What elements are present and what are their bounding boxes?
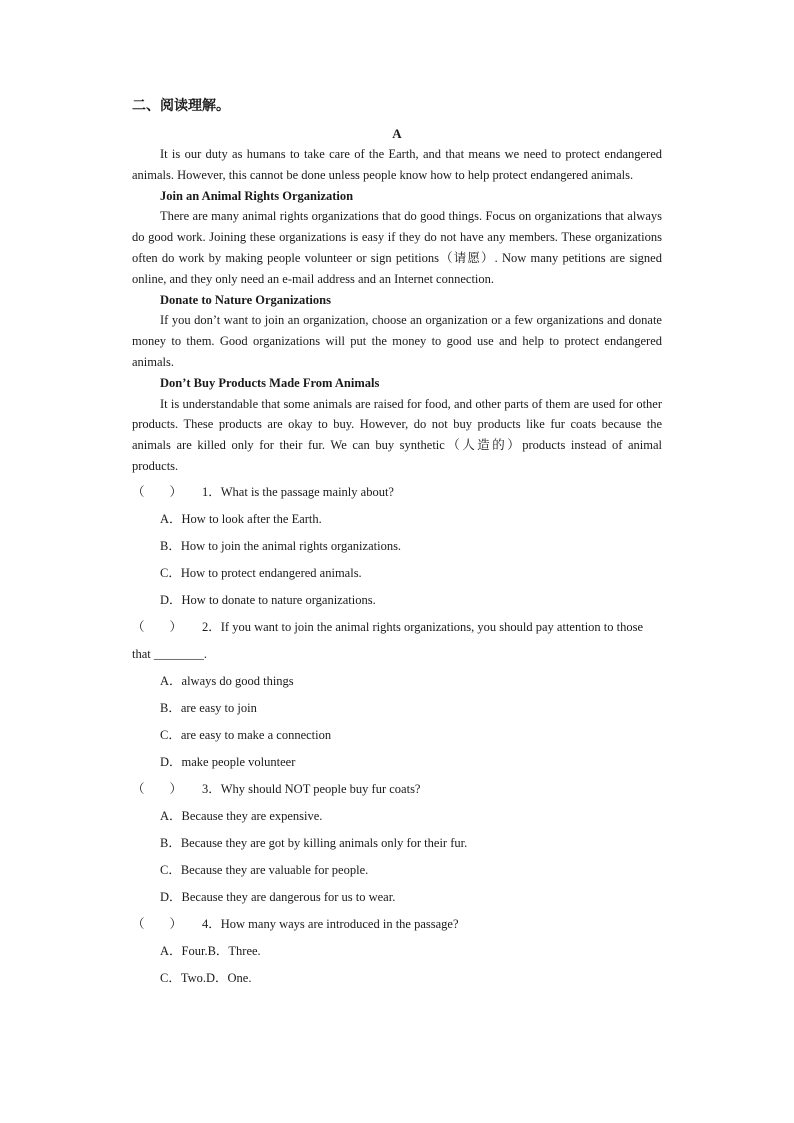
option-b: B．How to join the animal rights organizations. xyxy=(160,538,402,553)
question-stem: 1．What is the passage mainly about? xyxy=(202,484,394,499)
answer-blank[interactable]: （ ） xyxy=(132,781,183,796)
question-stem: 4．How many ways are introduced in the passage? xyxy=(202,916,459,931)
option-b: B．are easy to join xyxy=(160,700,257,715)
option-cd: C．Two.D．One. xyxy=(160,970,252,985)
option-d: D．make people volunteer xyxy=(160,754,296,769)
section-body-join: There are many animal rights organizations that do good things. Focus on organizations that always do good work. Joining these organizations is easy if they do not have any members. These organizations often do work by making people volunteer or sign petitions（请愿）. Now many petitions are signed online, and they only need an e-mail address and an Internet connection. xyxy=(132,209,662,286)
option-a: A．Because they are expensive. xyxy=(160,808,323,823)
option-ab: A．Four.B．Three. xyxy=(160,943,261,958)
option-b: B．Because they are got by killing animals only for their fur. xyxy=(160,835,468,850)
question-3 xyxy=(132,776,662,803)
option-a: A．How to look after the Earth. xyxy=(160,511,322,526)
question-4 xyxy=(132,911,662,938)
question-stem: 3．Why should NOT people buy fur coats? xyxy=(202,781,421,796)
section-body-donate: If you don’t want to join an organization, choose an organization or a few organizations and donate money to them. Good organizations will put the money to good use and help to protect endangered animals. xyxy=(132,313,662,369)
section-title: 二、阅读理解。 xyxy=(132,98,230,114)
option-c: C．Because they are valuable for people. xyxy=(160,862,369,877)
option-a: A．always do good things xyxy=(160,673,294,688)
option-d: D．How to donate to nature organizations. xyxy=(160,592,376,607)
option-c: C．How to protect endangered animals. xyxy=(160,565,362,580)
option-c: C．are easy to make a connection xyxy=(160,727,332,742)
question-1 xyxy=(132,479,662,506)
worksheet-page xyxy=(132,96,662,992)
option-d: D．Because they are dangerous for us to wear. xyxy=(160,889,396,904)
question-2 xyxy=(132,614,662,668)
passage-label: A xyxy=(392,126,402,141)
section-heading-join: Join an Animal Rights Organization xyxy=(160,188,354,203)
question-list xyxy=(132,479,662,992)
section-body-products: It is understandable that some animals are raised for food, and other parts of them are used for other products. These products are okay to buy. However, do not buy products like fur coats because the animals are killed only for their fur. We can buy synthetic（人造的）products instead of animal products. xyxy=(132,396,662,473)
passage-intro: It is our duty as humans to take care of the Earth, and that means we need to protect endangered animals. However, this cannot be done unless people know how to help protect endangered animals. xyxy=(132,147,662,182)
section-heading-donate: Donate to Nature Organizations xyxy=(160,292,331,307)
answer-blank[interactable]: （ ） xyxy=(132,916,183,931)
answer-blank[interactable]: （ ） xyxy=(132,619,183,634)
answer-blank[interactable]: （ ） xyxy=(132,484,183,499)
question-stem: 2．If you want to join the animal rights organizations, you should pay attention to those that ________. xyxy=(132,619,644,661)
section-heading-products: Don’t Buy Products Made From Animals xyxy=(160,375,380,390)
